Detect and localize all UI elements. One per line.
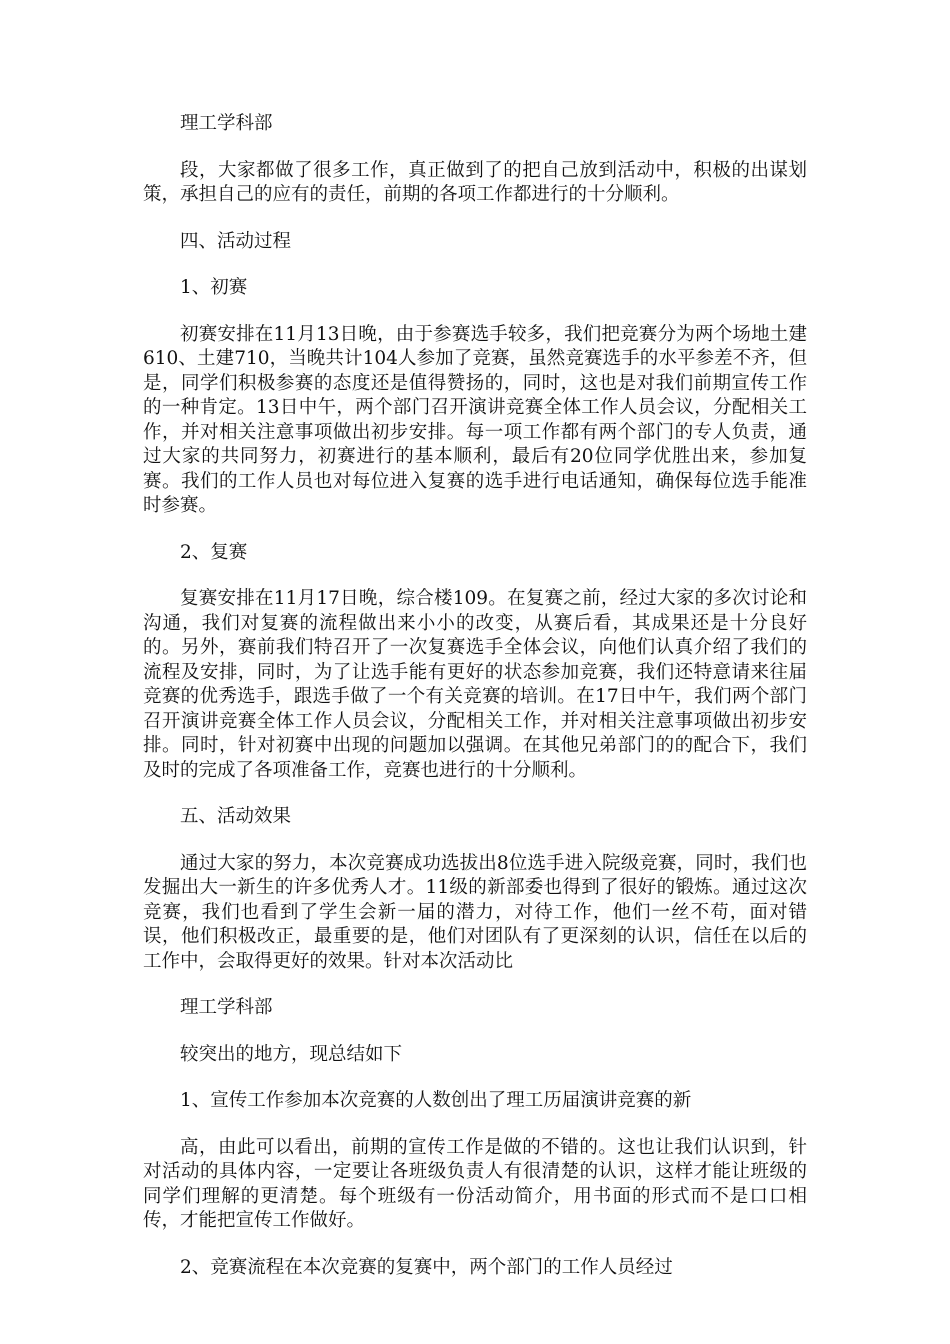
body-paragraph-preliminary: 初赛安排在11月13日晚，由于参赛选手较多，我们把竞赛分为两个场地土建610、土建710，当晚共计104人参加了竞赛，虽然竞赛选手的水平参差不齐，但是，同学们积极参赛的态度还是值得赞扬的，同时，这也是对我们前期宣传工作的一种肯定。13日中午，两个部门召开演讲竞赛全体工作人员会议，分配相关工作，并对相关注意事项做出初步安排。每一项工作都有两个部门的专人负责，通过大家的共同努力，初赛进行的基本顺利，最后有20位同学优胜出来，参加复赛。我们的工作人员也对每位进入复赛的选手进行电话通知，确保每位选手能准时参赛。 <box>143 323 807 516</box>
document-body <box>143 112 807 1302</box>
subheading-preliminary: 1、初赛 <box>180 277 248 298</box>
subheading-semifinal: 2、复赛 <box>180 541 248 563</box>
body-paragraph-publicity: 高，由此可以看出，前期的宣传工作是做的不错的。这也让我们认识到，针对活动的具体内容，一定要让各班级负责人有很清楚的认识，这样才能让班级的同学们理解的更清楚。每个班级有一份活动简介，用书面的形式而不是口口相传，才能把宣传工作做好。 <box>143 1136 807 1231</box>
department-header: 理工学科部 <box>180 113 273 134</box>
list-item-process: 2、竞赛流程在本次竞赛的复赛中，两个部门的工作人员经过 <box>180 1256 673 1278</box>
body-paragraph: 较突出的地方，现总结如下 <box>180 1043 403 1065</box>
list-item-publicity: 1、宣传工作参加本次竞赛的人数创出了理工历届演讲竞赛的新 <box>180 1090 692 1111</box>
body-paragraph: 段，大家都做了很多工作，真正做到了的把自己放到活动中，积极的出谋划策，承担自己的应有的责任，前期的各项工作都进行的十分顺利。 <box>143 159 807 205</box>
section-heading-effect: 五、活动效果 <box>180 806 292 827</box>
department-header: 理工学科部 <box>180 997 273 1018</box>
section-heading-process: 四、活动过程 <box>180 230 292 252</box>
body-paragraph-semifinal: 复赛安排在11月17日晚，综合楼109。在复赛之前，经过大家的多次讨论和沟通，我们对复赛的流程做出来小小的改变，从赛后看，其成果还是十分良好的。另外，赛前我们特召开了一次复赛选手全体会议，向他们认真介绍了我们的流程及安排，同时，为了让选手能有更好的状态参加竞赛，我们还特意请来往届竞赛的优秀选手，跟选手做了一个有关竞赛的培训。在17日中午，我们两个部门召开演讲竞赛全体工作人员会议，分配相关工作，并对相关注意事项做出初步安排。同时，针对初赛中出现的问题加以强调。在其他兄弟部门的的配合下，我们及时的完成了各项准备工作，竞赛也进行的十分顺利。 <box>143 588 807 781</box>
body-paragraph-effect: 通过大家的努力，本次竞赛成功选拔出8位选手进入院级竞赛，同时，我们也发掘出大一新生的许多优秀人才。11级的新部委也得到了很好的锻炼。通过这次竞赛，我们也看到了学生会新一届的潜力，对待工作，他们一丝不苟，面对错误，他们积极改正，最重要的是，他们对团队有了更深刻的认识，信任在以后的工作中，会取得更好的效果。针对本次活动比 <box>143 852 807 972</box>
